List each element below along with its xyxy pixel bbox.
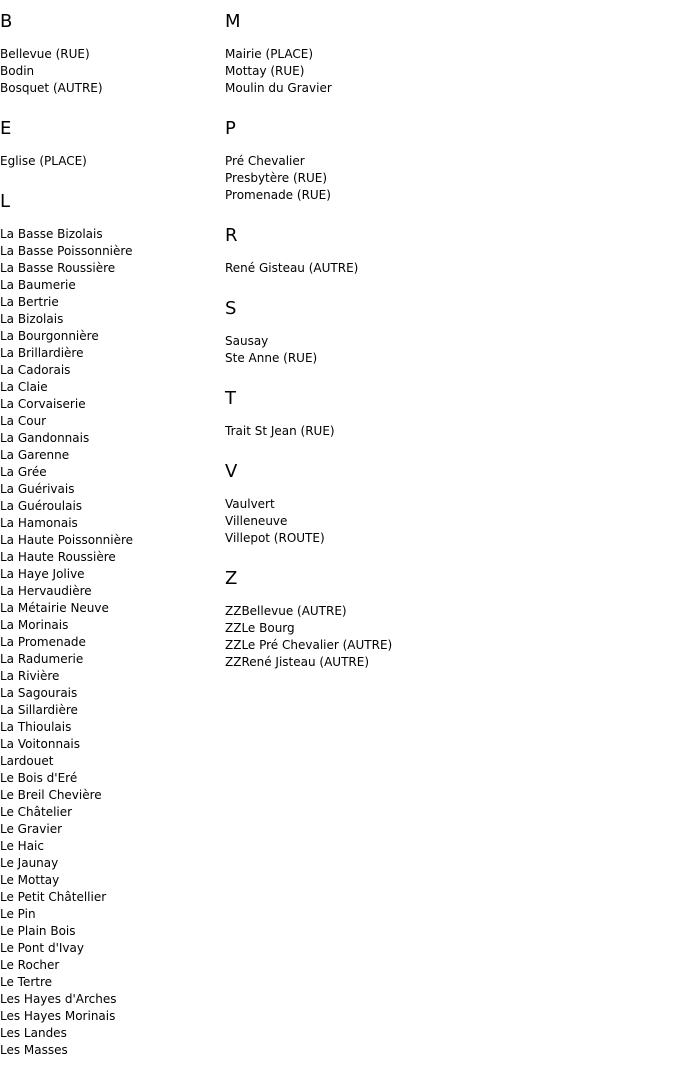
- street-link[interactable]: Le Pin: [0, 907, 36, 921]
- street-link[interactable]: Moulin du Gravier: [225, 81, 332, 95]
- street-link[interactable]: Les Hayes Morinais: [0, 1009, 116, 1023]
- street-link[interactable]: Mairie (PLACE): [225, 47, 314, 61]
- street-link[interactable]: ZZBellevue (AUTRE): [225, 604, 347, 618]
- letter-heading: S: [225, 298, 237, 319]
- street-link[interactable]: Le Haic: [0, 839, 44, 853]
- street-link[interactable]: Le Pont d'Ivay: [0, 941, 84, 955]
- letter-group-r: [225, 224, 665, 277]
- street-list: [225, 260, 665, 277]
- street-link[interactable]: Eglise (PLACE): [0, 154, 87, 168]
- street-link[interactable]: La Corvaiserie: [0, 397, 86, 411]
- street-list: [0, 46, 220, 97]
- street-link[interactable]: Le Châtelier: [0, 805, 73, 819]
- street-link[interactable]: La Bourgonnière: [0, 329, 99, 343]
- street-link[interactable]: Les Hayes d'Arches: [0, 992, 117, 1006]
- letter-group-b: [0, 10, 220, 97]
- street-link[interactable]: Les Masses: [0, 1043, 68, 1057]
- letter-heading: B: [0, 11, 13, 32]
- street-link[interactable]: René Gisteau (AUTRE): [225, 261, 359, 275]
- street-link[interactable]: La Brillardière: [0, 346, 84, 360]
- street-link[interactable]: La Guérivais: [0, 482, 75, 496]
- letter-heading: L: [0, 191, 11, 212]
- street-link[interactable]: Trait St Jean (RUE): [225, 424, 335, 438]
- street-list: [225, 153, 665, 204]
- street-index-left-column: [0, 10, 220, 1079]
- street-link[interactable]: Vaulvert: [225, 497, 275, 511]
- street-link[interactable]: Le Jaunay: [0, 856, 59, 870]
- street-link[interactable]: Le Gravier: [0, 822, 63, 836]
- street-link[interactable]: La Haye Jolive: [0, 567, 85, 581]
- street-list: [0, 153, 220, 170]
- street-link[interactable]: Bodin: [0, 64, 35, 78]
- letter-group-p: [225, 117, 665, 204]
- street-list: [225, 333, 665, 367]
- street-link[interactable]: ZZRené Jisteau (AUTRE): [225, 655, 370, 669]
- letter-group-v: [225, 460, 665, 547]
- street-link[interactable]: La Haute Poissonnière: [0, 533, 134, 547]
- street-list: [225, 496, 665, 547]
- street-link[interactable]: La Haute Roussière: [0, 550, 116, 564]
- street-link[interactable]: La Cour: [0, 414, 47, 428]
- street-link[interactable]: Le Rocher: [0, 958, 60, 972]
- street-link[interactable]: La Voitonnais: [0, 737, 81, 751]
- letter-group-t: [225, 387, 665, 440]
- street-link[interactable]: Sausay: [225, 334, 269, 348]
- street-list: [0, 226, 220, 1059]
- street-link[interactable]: La Guéroulais: [0, 499, 83, 513]
- street-link[interactable]: La Garenne: [0, 448, 70, 462]
- street-link[interactable]: Villepot (ROUTE): [225, 531, 325, 545]
- letter-group-m: [225, 10, 665, 97]
- street-link[interactable]: La Sagourais: [0, 686, 78, 700]
- street-list: [225, 603, 665, 671]
- street-list: [225, 46, 665, 97]
- street-link[interactable]: La Bertrie: [0, 295, 59, 309]
- street-link[interactable]: La Baumerie: [0, 278, 76, 292]
- letter-heading: R: [225, 225, 238, 246]
- letter-heading: T: [225, 388, 236, 409]
- street-link[interactable]: Bellevue (RUE): [0, 47, 90, 61]
- street-index-right-column: [225, 10, 665, 691]
- street-link[interactable]: Le Petit Châtellier: [0, 890, 107, 904]
- street-link[interactable]: La Hervaudière: [0, 584, 92, 598]
- letter-heading: V: [225, 461, 238, 482]
- street-link[interactable]: ZZLe Pré Chevalier (AUTRE): [225, 638, 393, 652]
- street-link[interactable]: La Radumerie: [0, 652, 84, 666]
- street-link[interactable]: La Grée: [0, 465, 47, 479]
- street-link[interactable]: Mottay (RUE): [225, 64, 305, 78]
- street-link[interactable]: La Cadorais: [0, 363, 71, 377]
- street-link[interactable]: Lardouet: [0, 754, 54, 768]
- letter-group-l: [0, 190, 220, 1059]
- street-link[interactable]: La Morinais: [0, 618, 69, 632]
- letter-heading: E: [0, 118, 12, 139]
- street-link[interactable]: La Thioulais: [0, 720, 72, 734]
- street-link[interactable]: La Basse Poissonnière: [0, 244, 133, 258]
- street-link[interactable]: La Basse Roussière: [0, 261, 116, 275]
- street-link[interactable]: La Claie: [0, 380, 48, 394]
- street-link[interactable]: Les Landes: [0, 1026, 67, 1040]
- letter-heading: Z: [225, 568, 238, 589]
- street-link[interactable]: Le Bois d'Eré: [0, 771, 78, 785]
- street-link[interactable]: Presbytère (RUE): [225, 171, 328, 185]
- street-link[interactable]: Le Plain Bois: [0, 924, 76, 938]
- letter-group-z: [225, 567, 665, 671]
- street-link[interactable]: Pré Chevalier: [225, 154, 305, 168]
- street-link[interactable]: La Hamonais: [0, 516, 78, 530]
- street-link[interactable]: Promenade (RUE): [225, 188, 331, 202]
- street-link[interactable]: La Métairie Neuve: [0, 601, 109, 615]
- street-link[interactable]: Villeneuve: [225, 514, 288, 528]
- street-link[interactable]: La Gandonnais: [0, 431, 90, 445]
- street-link[interactable]: Le Breil Chevière: [0, 788, 102, 802]
- street-link[interactable]: Le Tertre: [0, 975, 53, 989]
- letter-heading: P: [225, 118, 236, 139]
- street-link[interactable]: ZZLe Bourg: [225, 621, 295, 635]
- street-list: [225, 423, 665, 440]
- street-link[interactable]: La Bizolais: [0, 312, 64, 326]
- letter-group-s: [225, 297, 665, 367]
- street-link[interactable]: La Rivière: [0, 669, 60, 683]
- street-link[interactable]: La Basse Bizolais: [0, 227, 103, 241]
- letter-group-e: [0, 117, 220, 170]
- street-link[interactable]: Ste Anne (RUE): [225, 351, 318, 365]
- street-link[interactable]: Bosquet (AUTRE): [0, 81, 103, 95]
- street-link[interactable]: La Promenade: [0, 635, 86, 649]
- street-link[interactable]: La Sillardière: [0, 703, 78, 717]
- letter-heading: M: [225, 11, 241, 32]
- street-link[interactable]: Le Mottay: [0, 873, 60, 887]
